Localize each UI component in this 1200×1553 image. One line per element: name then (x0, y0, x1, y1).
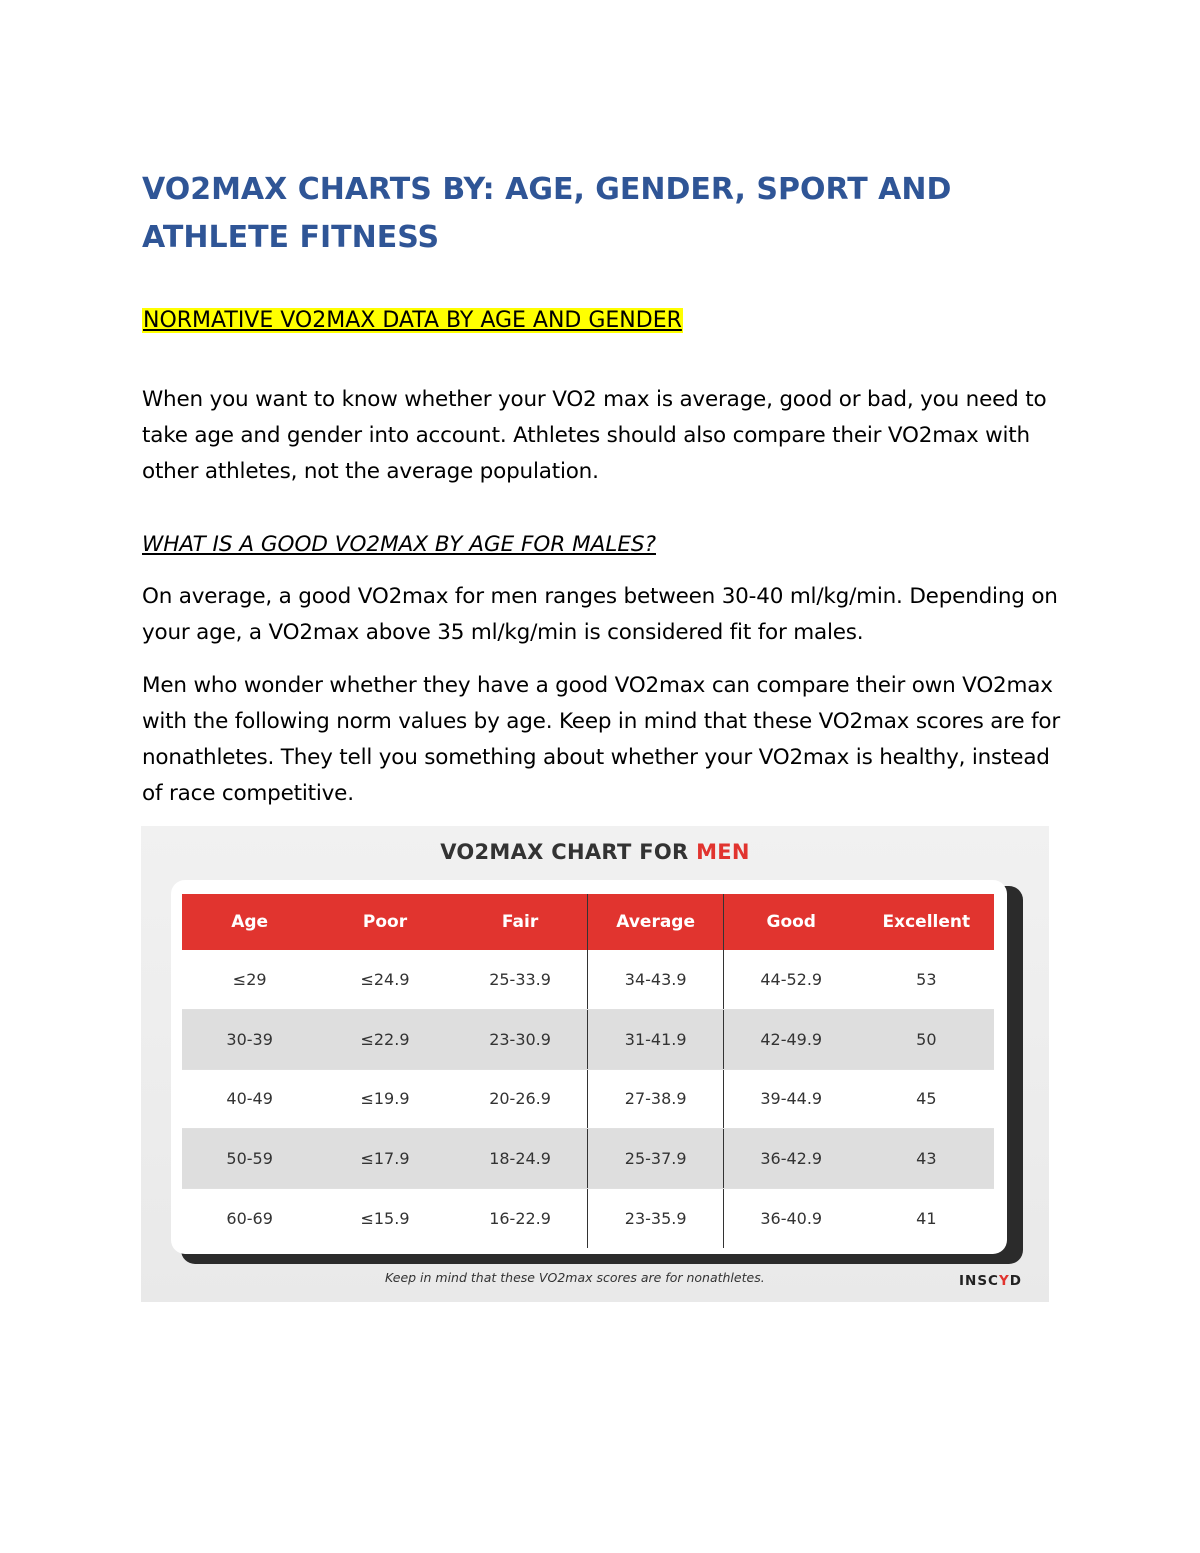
vo2max-table (182, 894, 994, 1248)
table-cell: 39-44.9 (723, 1069, 858, 1129)
table-row (182, 1188, 994, 1248)
table-cell: ≤15.9 (360, 1208, 410, 1228)
vo2max-men-infographic (141, 826, 1049, 1302)
table-cell: 25-33.9 (453, 950, 588, 1010)
compare-paragraph: Men who wonder whether they have a good VO2max can compare their own VO2max with the following norm values by age. Keep in mind that these VO2max scores are for nonathletes. They tell you something about whether your VO2max is healthy, instead of race competitive. (142, 673, 1061, 806)
column-header: Poor (317, 894, 452, 950)
table-cell: 18-24.9 (453, 1129, 588, 1189)
inscyd-logo (959, 1273, 1022, 1289)
table-cell: ≤29 (182, 950, 317, 1010)
table-cell: 23-30.9 (453, 1010, 588, 1070)
table-cell: 34-43.9 (588, 950, 723, 1010)
infographic-title (141, 840, 1049, 864)
column-header: Fair (453, 894, 588, 950)
table-cell: 36-40.9 (723, 1188, 858, 1248)
average-paragraph: On average, a good VO2max for men ranges between 30-40 ml/kg/min. Depending on your age, a VO2max above 35 ml/kg/min is considered fit for males. (142, 584, 1058, 645)
table-cell: 25-37.9 (588, 1129, 723, 1189)
table-cell: 20-26.9 (453, 1069, 588, 1129)
column-header: Excellent (859, 894, 994, 950)
table-cell: 50 (859, 1010, 994, 1070)
table-cell: 41 (916, 1208, 937, 1228)
table-cell: 44-52.9 (723, 950, 858, 1010)
column-header: Age (182, 894, 317, 950)
table-cell: 36-42.9 (723, 1129, 858, 1189)
table-cell: 40-49 (182, 1069, 317, 1129)
logo-text-accent: Y (998, 1273, 1010, 1289)
table-cell: 42-49.9 (723, 1010, 858, 1070)
table-cell: ≤22.9 (317, 1010, 452, 1070)
table-cell: 50-59 (182, 1129, 317, 1189)
document-title: VO2MAX CHARTS BY: AGE, GENDER, SPORT AND ATHLETE FITNESS (142, 172, 952, 255)
table-cell: ≤24.9 (317, 950, 452, 1010)
table-header-row (182, 894, 994, 950)
table-cell: ≤17.9 (317, 1129, 452, 1189)
table-row (182, 950, 994, 1010)
logo-text-prefix: INSC (959, 1273, 999, 1289)
table-row (182, 1069, 994, 1129)
infographic-title-prefix: VO2MAX CHART FOR (440, 840, 697, 864)
table-cell: ≤19.9 (317, 1069, 452, 1129)
table-cell: 43 (859, 1129, 994, 1189)
table-cell: 60-69 (226, 1208, 273, 1228)
table-cell: 53 (859, 950, 994, 1010)
table-row (182, 1129, 994, 1189)
section-heading (142, 306, 683, 336)
logo-text-suffix: D (1009, 1273, 1022, 1289)
table-cell: 23-35.9 (588, 1188, 723, 1248)
males-subheading: WHAT IS A GOOD VO2MAX BY AGE FOR MALES? (142, 532, 656, 557)
table-cell: 30-39 (182, 1010, 317, 1070)
table-row (182, 1010, 994, 1070)
intro-paragraph: When you want to know whether your VO2 max is average, good or bad, you need to take age and gender into account. Athletes should also compare their VO2max with other athletes, not the average population. (142, 387, 1047, 484)
table-cell: 16-22.9 (489, 1208, 551, 1228)
column-header: Good (723, 894, 858, 950)
infographic-footnote: Keep in mind that these VO2max scores are for nonathletes. (385, 1270, 765, 1285)
section-heading-text: NORMATIVE VO2MAX DATA BY AGE AND GENDER (143, 308, 682, 333)
table-cell: 27-38.9 (588, 1069, 723, 1129)
table-cell: 45 (859, 1069, 994, 1129)
infographic-title-accent: MEN (696, 840, 750, 864)
table-cell: 31-41.9 (588, 1010, 723, 1070)
column-header: Average (588, 894, 723, 950)
